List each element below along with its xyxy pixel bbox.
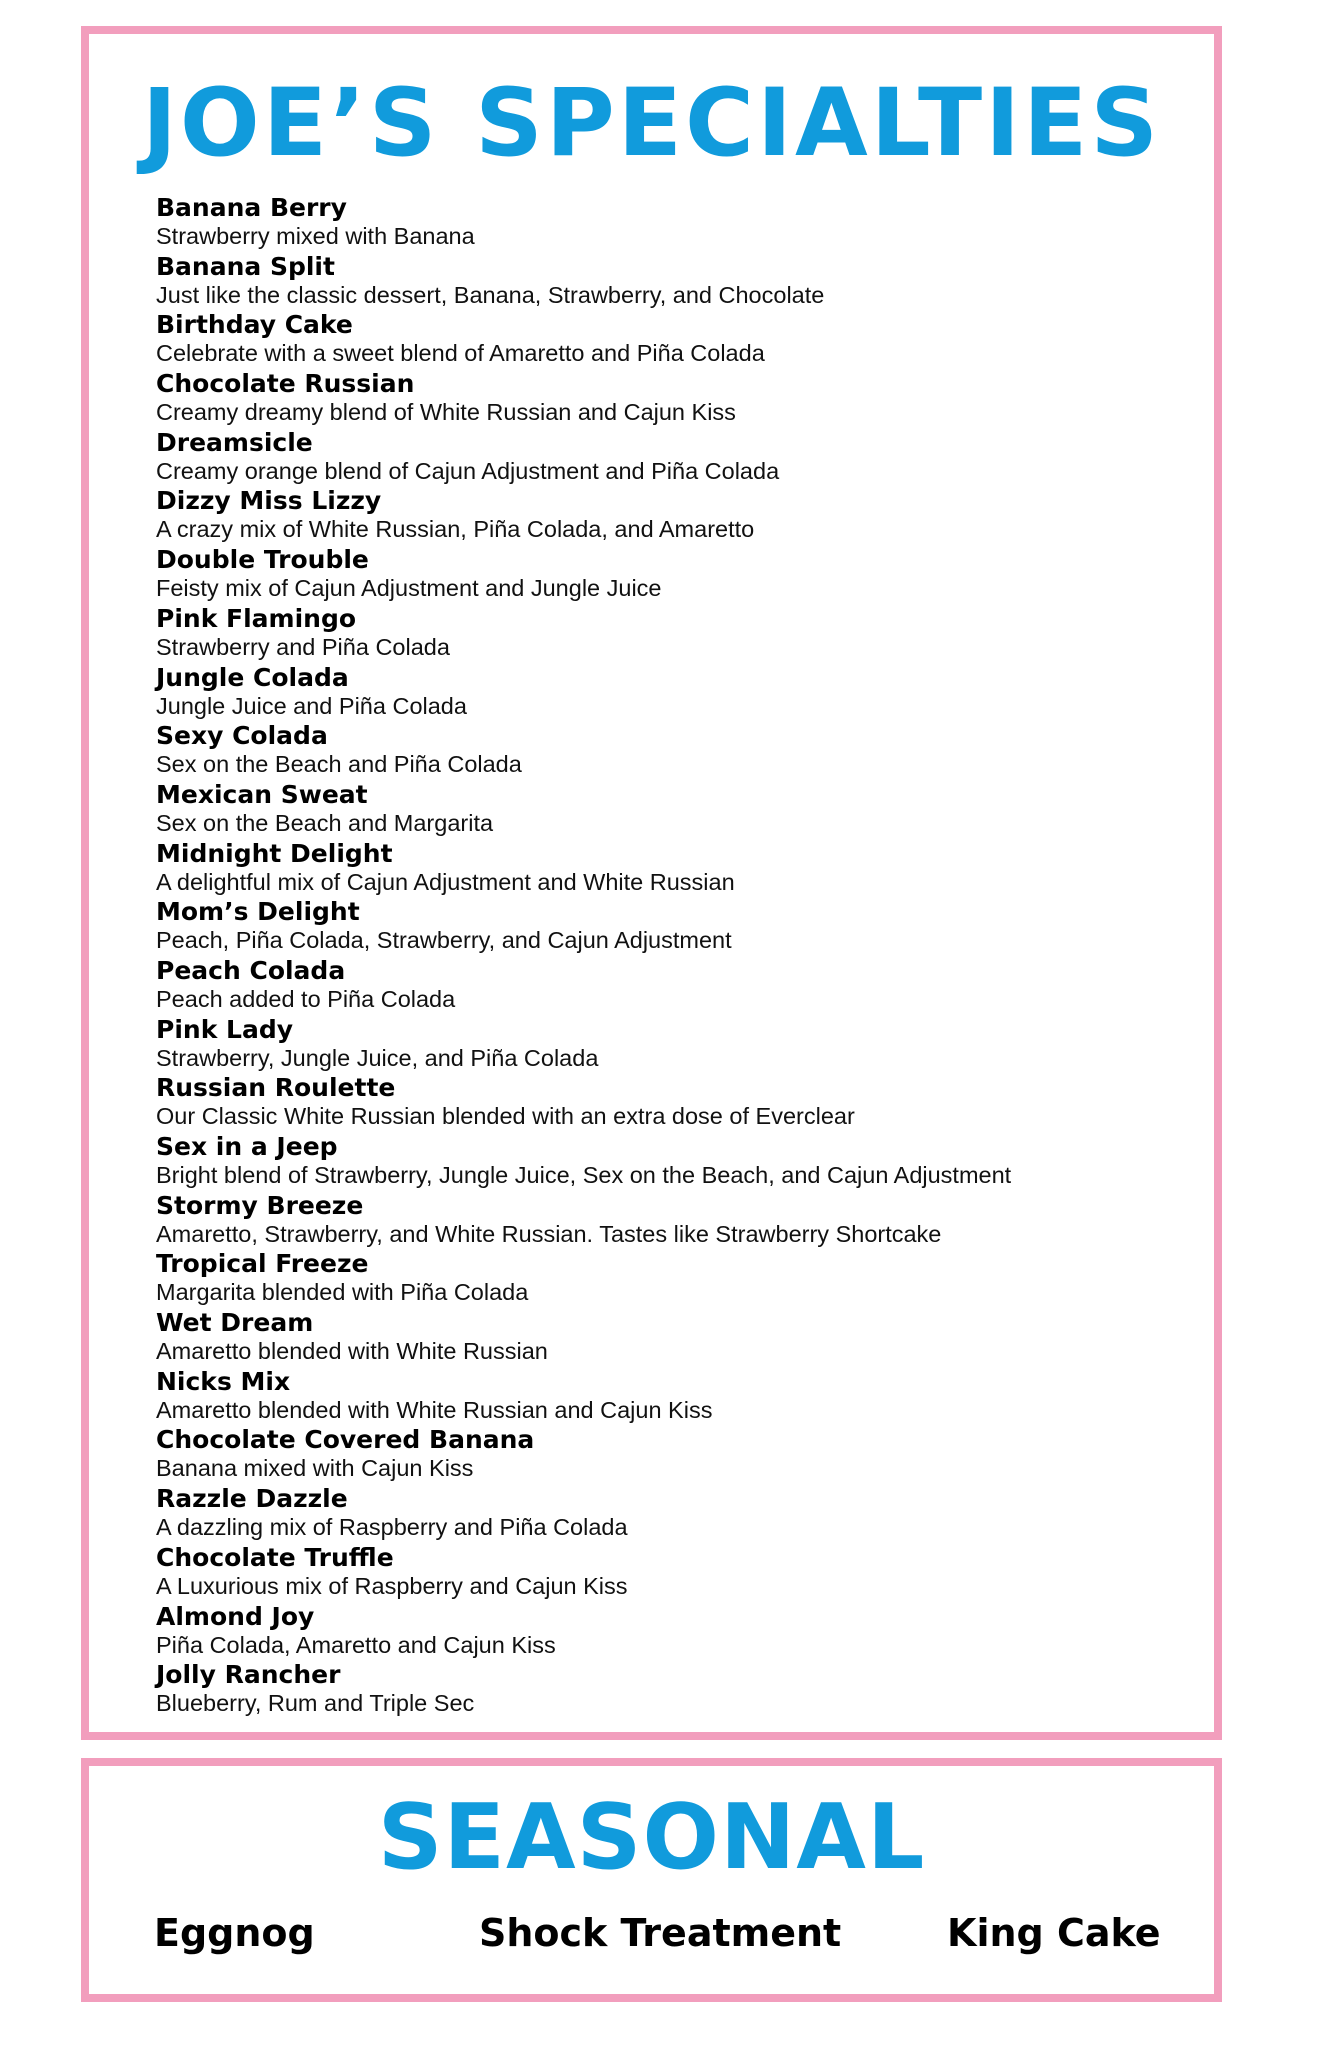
menu-item-description: Jungle Juice and Piña Colada [156,692,467,719]
menu-item [156,545,1011,604]
menu-item-description: Strawberry and Piña Colada [156,633,450,660]
menu-item-name: Jungle Colada [156,662,349,692]
menu-item-description: Just like the classic dessert, Banana, Strawberry, and Chocolate [156,281,825,308]
menu-item [156,663,1011,722]
menu-item-name: Sex in a Jeep [156,1132,338,1161]
menu-item-name: Peach Colada [156,955,346,985]
menu-item-description: Piña Colada, Amaretto and Cajun Kiss [156,1631,556,1658]
menu-item-name: Chocolate Covered Banana [156,1425,535,1455]
menu-item [156,1132,1011,1191]
menu-item [156,428,1011,487]
menu-item-name: Dreamsicle [156,427,313,457]
menu-item-name: Russian Roulette [156,1073,396,1103]
menu-item-name: Nicks Mix [156,1366,291,1396]
menu-item [156,1660,1011,1719]
menu-item-description: Feisty mix of Cajun Adjustment and Jungle Juice [156,575,662,602]
menu-item-name: Birthday Cake [156,310,353,340]
menu-item [156,780,1011,839]
menu-item-name: Tropical Freeze [156,1249,369,1279]
menu-item [156,721,1011,780]
menu-item-name: Mexican Sweat [156,779,368,809]
menu-item-name: Chocolate Russian [156,369,415,399]
menu-item-name: Chocolate Truffle [156,1542,394,1572]
menu-item [156,839,1011,898]
seasonal-panel [81,1758,1222,2002]
menu-item-description: Creamy dreamy blend of White Russian and Cajun Kiss [156,399,736,426]
menu-item [156,1249,1011,1308]
menu-item [156,1073,1011,1132]
menu-item-name: Double Trouble [156,545,369,575]
menu-item-name: Pink Flamingo [156,603,357,633]
menu-item-name: Mom’s Delight [156,897,360,927]
seasonal-item-shock-treatment: Shock Treatment [479,1911,842,1955]
menu-item [156,604,1011,663]
menu-item-name: Jolly Rancher [156,1660,341,1690]
menu-item-description: Banana mixed with Cajun Kiss [156,1455,474,1482]
menu-item [156,1425,1011,1484]
menu-item [156,1543,1011,1602]
menu-item-description: Amaretto blended with White Russian and Cajun Kiss [156,1396,713,1423]
menu-item-name: Wet Dream [156,1308,314,1338]
menu-item-description: A crazy mix of White Russian, Piña Colada, and Amaretto [156,516,755,543]
specialties-panel [81,26,1222,1740]
menu-item [156,369,1011,428]
menu-item-name: Sexy Colada [156,721,328,751]
seasonal-items [89,1908,1214,1958]
menu-item-description: Peach, Piña Colada, Strawberry, and Cajun Adjustment [156,927,732,954]
menu-item [156,252,1011,311]
menu-item-name: Dizzy Miss Lizzy [156,486,382,516]
menu-item [156,1484,1011,1543]
menu-item-description: Peach added to Piña Colada [156,985,456,1012]
menu-item [156,897,1011,956]
menu-item-description: A delightful mix of Cajun Adjustment and White Russian [156,868,735,895]
menu-item [156,1015,1011,1074]
menu-item-name: Banana Split [156,251,335,281]
menu-item-name: Pink Lady [156,1014,294,1044]
menu-item-description: Sex on the Beach and Margarita [156,809,494,836]
seasonal-item-king-cake: King Cake [947,1911,1161,1955]
menu-item-name: Almond Joy [156,1601,315,1631]
menu-item [156,956,1011,1015]
menu-item-description: A Luxurious mix of Raspberry and Cajun Kiss [156,1572,628,1599]
menu-item-description: Amaretto blended with White Russian [156,1338,548,1365]
menu-item [156,1191,1011,1250]
menu-item-description: Blueberry, Rum and Triple Sec [156,1690,475,1717]
menu-item-description: Strawberry mixed with Banana [156,223,475,249]
menu-item [156,1308,1011,1367]
specialties-title: JOE’S SPECIALTIES [141,69,1162,178]
menu-item-name: Stormy Breeze [156,1190,364,1220]
menu-item [156,1602,1011,1661]
menu-item-description: Bright blend of Strawberry, Jungle Juice, Sex on the Beach, and Cajun Adjustment [156,1162,1012,1188]
menu-item-description: Margarita blended with Piña Colada [156,1279,529,1306]
menu-item-description: Creamy orange blend of Cajun Adjustment and Piña Colada [156,457,780,484]
menu-item-description: Amaretto, Strawberry, and White Russian. Tastes like Strawberry Shortcake [156,1220,942,1247]
menu-item [156,310,1011,369]
menu-item [156,1367,1011,1426]
specialties-list [156,193,1011,1719]
menu-item-description: A dazzling mix of Raspberry and Piña Colada [156,1514,628,1541]
menu-item-name: Banana Berry [156,193,347,222]
menu-item-description: Celebrate with a sweet blend of Amaretto and Piña Colada [156,340,765,367]
menu-item [156,486,1011,545]
seasonal-item-eggnog: Eggnog [154,1911,315,1955]
menu-item-description: Sex on the Beach and Piña Colada [156,751,522,778]
menu-item [156,193,1011,252]
menu-item-name: Razzle Dazzle [156,1484,348,1514]
seasonal-title: SEASONAL [377,1785,926,1890]
menu-item-name: Midnight Delight [156,838,393,868]
menu-item-description: Strawberry, Jungle Juice, and Piña Colada [156,1044,599,1071]
menu-item-description: Our Classic White Russian blended with an extra dose of Everclear [156,1103,855,1130]
